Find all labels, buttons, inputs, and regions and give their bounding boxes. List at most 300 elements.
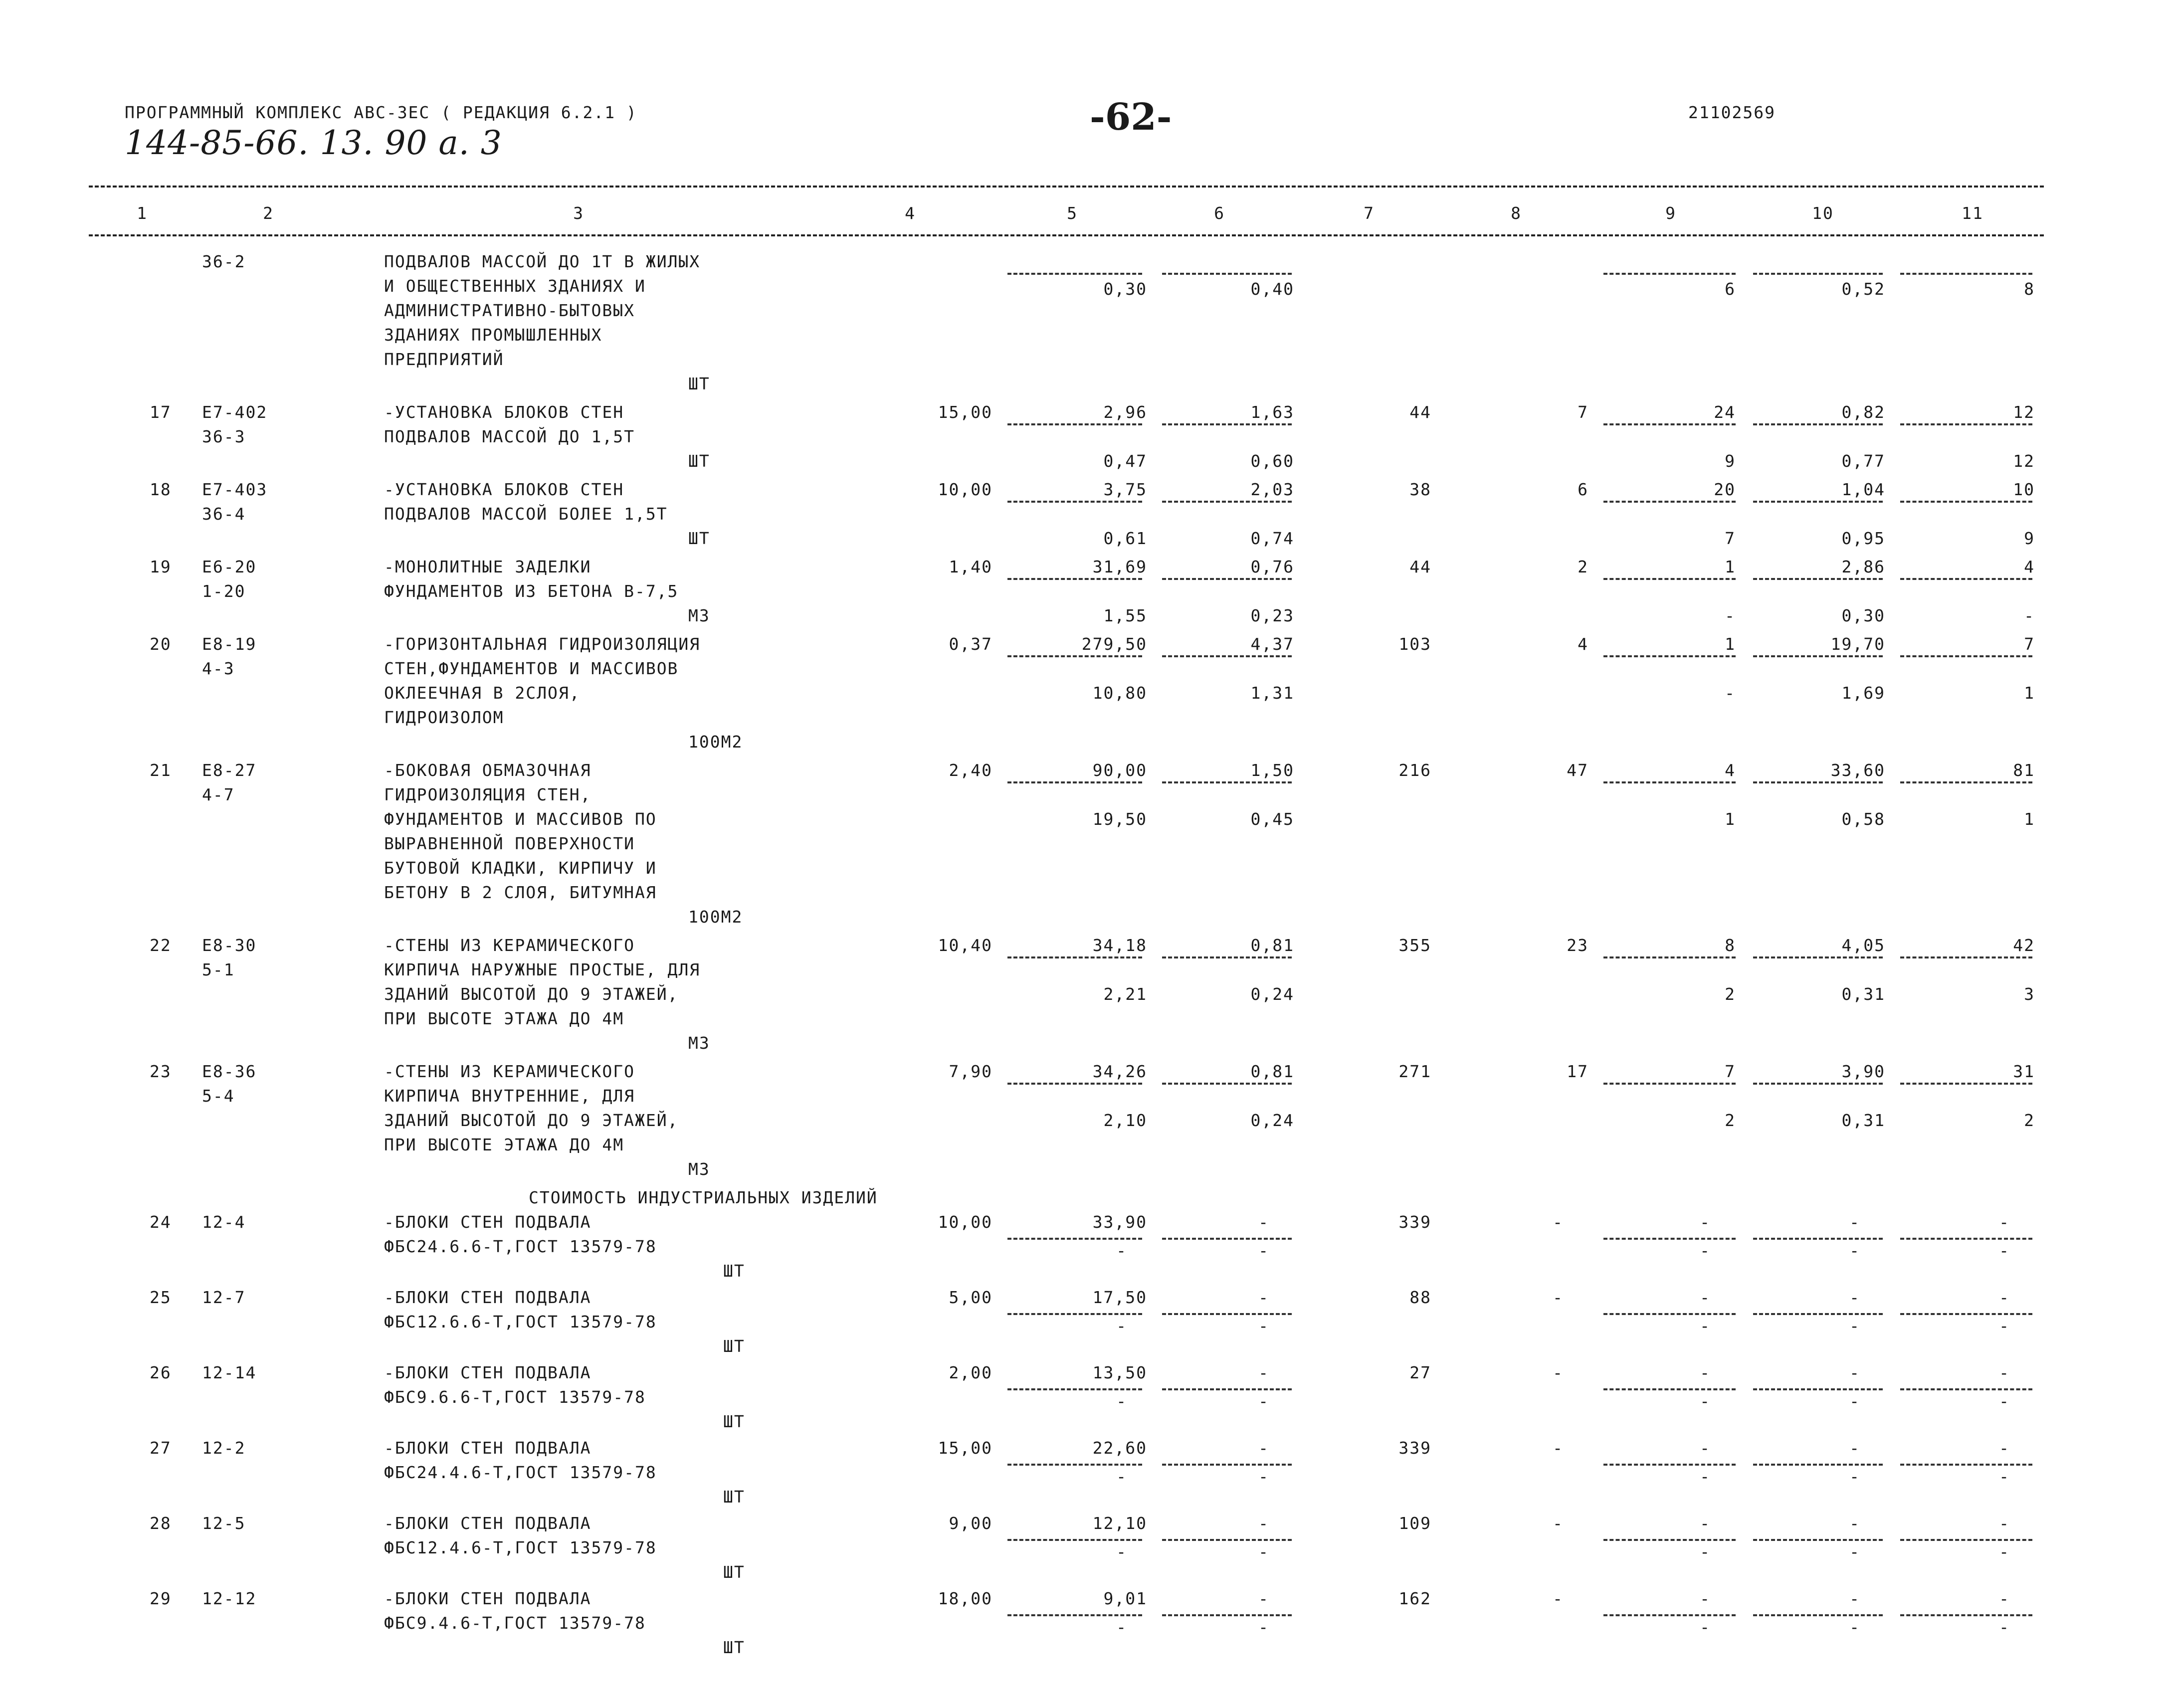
empty-value: - xyxy=(1553,1514,1564,1533)
work-description: -УСТАНОВКА БЛОКОВ СТЕН xyxy=(384,480,624,499)
fraction-divider xyxy=(1603,1614,1736,1616)
empty-value: - xyxy=(1700,1438,1711,1458)
work-description: -БЛОКИ СТЕН ПОДВАЛА xyxy=(384,1212,592,1232)
fraction-divider xyxy=(1753,501,1883,503)
unit-of-measure: ШТ xyxy=(723,1412,745,1431)
column-header-5: 5 xyxy=(1067,203,1078,223)
work-description: -СТЕНЫ ИЗ КЕРАМИЧЕСКОГО xyxy=(384,1062,635,1081)
machine-cost: 24 xyxy=(1714,402,1736,422)
unit-cost-machines: 4,37 xyxy=(1250,634,1294,654)
work-description: ОКЛЕЕЧНАЯ В 2СЛОЯ, xyxy=(384,683,581,703)
machine-wage: - xyxy=(1725,683,1736,703)
machinist-labor-total: 2 xyxy=(2024,1111,2035,1130)
fraction-divider xyxy=(1900,273,2032,275)
machine-wage: 1 xyxy=(1725,809,1736,829)
fraction-divider xyxy=(1007,1464,1142,1466)
total-cost: 271 xyxy=(1398,1062,1431,1081)
row-number: 20 xyxy=(150,634,172,654)
quantity: 15,00 xyxy=(938,402,992,422)
empty-value: - xyxy=(1258,1391,1269,1411)
fraction-divider xyxy=(1162,578,1292,580)
column-header-4: 4 xyxy=(905,203,916,223)
quantity: 2,00 xyxy=(949,1363,992,1382)
empty-value: - xyxy=(1999,1316,2010,1335)
work-description: ПОДВАЛОВ МАССОЙ ДО 1Т В ЖИЛЫХ xyxy=(384,252,701,271)
unit-of-measure: 100М2 xyxy=(688,907,743,927)
column-header-1: 1 xyxy=(137,203,148,223)
labor-unit: 2,86 xyxy=(1841,557,1885,576)
work-description: -МОНОЛИТНЫЕ ЗАДЕЛКИ xyxy=(384,557,592,576)
fraction-divider xyxy=(1753,1539,1883,1541)
empty-value: - xyxy=(1849,1241,1860,1260)
unit-cost-total: 17,50 xyxy=(1092,1288,1147,1307)
empty-value: - xyxy=(1999,1212,2010,1232)
total-cost: 162 xyxy=(1398,1589,1431,1608)
work-description: БУТОВОЙ КЛАДКИ, КИРПИЧУ И xyxy=(384,858,657,878)
fraction-divider xyxy=(1603,273,1736,275)
empty-value: - xyxy=(1999,1288,2010,1307)
fraction-divider xyxy=(1162,781,1292,783)
fraction-divider xyxy=(1900,956,2032,958)
column-header-2: 2 xyxy=(263,203,274,223)
fraction-divider xyxy=(1603,1464,1736,1466)
rate-code: Е7-402 xyxy=(202,402,268,422)
machinist-labor-unit: 0,31 xyxy=(1841,1111,1885,1130)
unit-of-measure: ШТ xyxy=(723,1336,745,1356)
machinist-labor-unit: 0,77 xyxy=(1841,451,1885,471)
unit-wage: 2,10 xyxy=(1103,1111,1147,1130)
empty-value: - xyxy=(1700,1617,1711,1637)
fraction-divider xyxy=(1753,956,1883,958)
fraction-divider xyxy=(1900,1313,2032,1315)
fraction-divider xyxy=(1900,1539,2032,1541)
unit-of-measure: ШТ xyxy=(723,1261,745,1281)
labor-wages: 7 xyxy=(1578,402,1588,422)
empty-value: - xyxy=(1999,1438,2010,1458)
machinist-labor-total: 8 xyxy=(2024,279,2035,299)
machine-cost: 1 xyxy=(1725,557,1736,576)
fraction-divider xyxy=(1753,1083,1883,1085)
fraction-divider xyxy=(1162,1083,1292,1085)
labor-wages: 2 xyxy=(1578,557,1588,576)
fraction-divider xyxy=(1603,1313,1736,1315)
fraction-divider xyxy=(1162,501,1292,503)
work-description: ПОДВАЛОВ МАССОЙ ДО 1,5Т xyxy=(384,427,635,446)
work-description: -БЛОКИ СТЕН ПОДВАЛА xyxy=(384,1514,592,1533)
unit-cost-machines: 0,81 xyxy=(1250,1062,1294,1081)
unit-cost-total: 33,90 xyxy=(1092,1212,1147,1232)
rate-code: 36-3 xyxy=(202,427,246,446)
fraction-divider xyxy=(1603,956,1736,958)
machinist-labor-unit: 0,95 xyxy=(1841,529,1885,548)
machine-wage: 2 xyxy=(1725,1111,1736,1130)
fraction-divider xyxy=(1007,1388,1142,1390)
unit-cost-total: 2,96 xyxy=(1103,402,1147,422)
fraction-divider xyxy=(1900,501,2032,503)
unit-machine-wage: 0,23 xyxy=(1250,606,1294,625)
empty-value: - xyxy=(1116,1241,1127,1260)
machinist-labor-total: 3 xyxy=(2024,984,2035,1004)
fraction-divider xyxy=(1162,956,1292,958)
fraction-divider xyxy=(1162,1388,1292,1390)
fraction-divider xyxy=(1162,1614,1292,1616)
rate-code: Е6-20 xyxy=(202,557,257,576)
header-rule-top xyxy=(89,186,2044,188)
total-cost: 109 xyxy=(1398,1514,1431,1533)
labor-wages: 17 xyxy=(1567,1062,1588,1081)
empty-value: - xyxy=(1700,1363,1711,1382)
rate-code: 4-7 xyxy=(202,785,235,804)
machinist-labor-unit: 1,69 xyxy=(1841,683,1885,703)
row-number: 26 xyxy=(150,1363,172,1382)
unit-of-measure: М3 xyxy=(688,1033,710,1053)
unit-wage: 0,30 xyxy=(1103,279,1147,299)
labor-total: 31 xyxy=(2013,1062,2035,1081)
rate-code: 12-5 xyxy=(202,1514,246,1533)
unit-cost-total: 9,01 xyxy=(1103,1589,1147,1608)
unit-wage: 1,55 xyxy=(1103,606,1147,625)
empty-value: - xyxy=(1700,1288,1711,1307)
unit-of-measure: ШТ xyxy=(723,1638,745,1657)
rate-code: 12-14 xyxy=(202,1363,257,1382)
fraction-divider xyxy=(1007,956,1142,958)
quantity: 10,00 xyxy=(938,480,992,499)
labor-unit: 1,04 xyxy=(1841,480,1885,499)
quantity: 7,90 xyxy=(949,1062,992,1081)
empty-value: - xyxy=(1116,1617,1127,1637)
quantity: 10,00 xyxy=(938,1212,992,1232)
machinist-labor-total: - xyxy=(2024,606,2035,625)
fraction-divider xyxy=(1007,655,1142,657)
row-number: 24 xyxy=(150,1212,172,1232)
work-description: ФУНДАМЕНТОВ И МАССИВОВ ПО xyxy=(384,809,657,829)
labor-unit: 19,70 xyxy=(1830,634,1885,654)
unit-cost-total: 12,10 xyxy=(1092,1514,1147,1533)
empty-value: - xyxy=(1553,1363,1564,1382)
work-description: ЗДАНИЯХ ПРОМЫШЛЕННЫХ xyxy=(384,325,602,345)
unit-of-measure: ШТ xyxy=(688,451,710,471)
empty-value: - xyxy=(1700,1514,1711,1533)
fraction-divider xyxy=(1162,1539,1292,1541)
row-number: 18 xyxy=(150,480,172,499)
empty-value: - xyxy=(1999,1391,2010,1411)
machinist-labor-unit: 0,58 xyxy=(1841,809,1885,829)
header-rule-bottom xyxy=(89,234,2044,236)
row-number: 25 xyxy=(150,1288,172,1307)
row-number: 19 xyxy=(150,557,172,576)
fraction-divider xyxy=(1603,655,1736,657)
empty-value: - xyxy=(1116,1316,1127,1335)
rate-code: 12-2 xyxy=(202,1438,246,1458)
empty-value: - xyxy=(1258,1363,1269,1382)
labor-unit: 4,05 xyxy=(1841,936,1885,955)
empty-value: - xyxy=(1999,1617,2010,1637)
quantity: 9,00 xyxy=(949,1514,992,1533)
empty-value: - xyxy=(1553,1589,1564,1608)
rate-code: 1-20 xyxy=(202,581,246,601)
column-header-8: 8 xyxy=(1511,203,1522,223)
machine-cost: 4 xyxy=(1725,760,1736,780)
unit-of-measure: ШТ xyxy=(723,1487,745,1507)
total-cost: 88 xyxy=(1409,1288,1431,1307)
unit-wage: 0,47 xyxy=(1103,451,1147,471)
empty-value: - xyxy=(1849,1391,1860,1411)
fraction-divider xyxy=(1007,273,1142,275)
empty-value: - xyxy=(1258,1316,1269,1335)
work-description: -БЛОКИ СТЕН ПОДВАЛА xyxy=(384,1589,592,1608)
total-cost: 44 xyxy=(1409,402,1431,422)
unit-cost-machines: 1,63 xyxy=(1250,402,1294,422)
fraction-divider xyxy=(1753,781,1883,783)
total-cost: 339 xyxy=(1398,1438,1431,1458)
empty-value: - xyxy=(1999,1241,2010,1260)
empty-value: - xyxy=(1849,1514,1860,1533)
labor-total: 4 xyxy=(2024,557,2035,576)
work-description: ПРЕДПРИЯТИЙ xyxy=(384,350,504,369)
quantity: 5,00 xyxy=(949,1288,992,1307)
unit-of-measure: 100М2 xyxy=(688,732,743,752)
fraction-divider xyxy=(1007,1614,1142,1616)
machine-wage: 7 xyxy=(1725,529,1736,548)
empty-value: - xyxy=(1258,1589,1269,1608)
empty-value: - xyxy=(1700,1542,1711,1561)
rate-code: Е8-36 xyxy=(202,1062,257,1081)
labor-total: 12 xyxy=(2013,402,2035,422)
machine-wage: - xyxy=(1725,606,1736,625)
machinist-labor-unit: 0,52 xyxy=(1841,279,1885,299)
machinist-labor-total: 12 xyxy=(2013,451,2035,471)
unit-wage: 19,50 xyxy=(1092,809,1147,829)
empty-value: - xyxy=(1999,1514,2010,1533)
work-description: ГИДРОИЗОЛЯЦИЯ СТЕН, xyxy=(384,785,592,804)
unit-of-measure: ШТ xyxy=(723,1562,745,1582)
unit-of-measure: ШТ xyxy=(688,529,710,548)
unit-cost-total: 13,50 xyxy=(1092,1363,1147,1382)
machine-wage: 2 xyxy=(1725,984,1736,1004)
labor-unit: 3,90 xyxy=(1841,1062,1885,1081)
labor-total: 42 xyxy=(2013,936,2035,955)
page-number: -62- xyxy=(1090,96,1172,139)
work-description: ГИДРОИЗОЛОМ xyxy=(384,708,504,727)
unit-cost-total: 31,69 xyxy=(1092,557,1147,576)
work-description: КИРПИЧА НАРУЖНЫЕ ПРОСТЫЕ, ДЛЯ xyxy=(384,960,701,979)
work-description: ФУНДАМЕНТОВ ИЗ БЕТОНА В-7,5 xyxy=(384,581,679,601)
work-description: -ГОРИЗОНТАЛЬНАЯ ГИДРОИЗОЛЯЦИЯ xyxy=(384,634,701,654)
unit-wage: 2,21 xyxy=(1103,984,1147,1004)
empty-value: - xyxy=(1849,1363,1860,1382)
fraction-divider xyxy=(1162,655,1292,657)
quantity: 15,00 xyxy=(938,1438,992,1458)
work-description: ЗДАНИЙ ВЫСОТОЙ ДО 9 ЭТАЖЕЙ, xyxy=(384,984,679,1004)
rate-code: 12-7 xyxy=(202,1288,246,1307)
empty-value: - xyxy=(1258,1467,1269,1486)
fraction-divider xyxy=(1753,1614,1883,1616)
empty-value: - xyxy=(1258,1241,1269,1260)
empty-value: - xyxy=(1258,1617,1269,1637)
fraction-divider xyxy=(1162,1238,1292,1240)
unit-cost-machines: 1,50 xyxy=(1250,760,1294,780)
work-description: -УСТАНОВКА БЛОКОВ СТЕН xyxy=(384,402,624,422)
unit-cost-machines: 0,81 xyxy=(1250,936,1294,955)
empty-value: - xyxy=(1999,1363,2010,1382)
fraction-divider xyxy=(1603,578,1736,580)
empty-value: - xyxy=(1849,1438,1860,1458)
machine-wage: 6 xyxy=(1725,279,1736,299)
fraction-divider xyxy=(1603,501,1736,503)
empty-value: - xyxy=(1553,1288,1564,1307)
row-number: 17 xyxy=(150,402,172,422)
unit-machine-wage: 0,24 xyxy=(1250,1111,1294,1130)
fraction-divider xyxy=(1603,423,1736,425)
empty-value: - xyxy=(1700,1212,1711,1232)
row-number: 27 xyxy=(150,1438,172,1458)
empty-value: - xyxy=(1116,1391,1127,1411)
fraction-divider xyxy=(1900,655,2032,657)
rate-code: 12-4 xyxy=(202,1212,246,1232)
work-description: -БЛОКИ СТЕН ПОДВАЛА xyxy=(384,1288,592,1307)
labor-total: 7 xyxy=(2024,634,2035,654)
empty-value: - xyxy=(1258,1438,1269,1458)
row-number: 21 xyxy=(150,760,172,780)
unit-cost-total: 22,60 xyxy=(1092,1438,1147,1458)
quantity: 1,40 xyxy=(949,557,992,576)
labor-unit: 0,82 xyxy=(1841,402,1885,422)
rate-code: 4-3 xyxy=(202,659,235,678)
fraction-divider xyxy=(1900,1614,2032,1616)
empty-value: - xyxy=(1849,1316,1860,1335)
unit-cost-machines: 2,03 xyxy=(1250,480,1294,499)
unit-cost-total: 279,50 xyxy=(1081,634,1147,654)
work-description: ФБС24.4.6-Т,ГОСТ 13579-78 xyxy=(384,1463,657,1482)
machinist-labor-total: 9 xyxy=(2024,529,2035,548)
fraction-divider xyxy=(1900,423,2032,425)
empty-value: - xyxy=(1999,1589,2010,1608)
fraction-divider xyxy=(1753,1388,1883,1390)
rate-code: 36-4 xyxy=(202,504,246,524)
machine-cost: 1 xyxy=(1725,634,1736,654)
labor-total: 81 xyxy=(2013,760,2035,780)
fraction-divider xyxy=(1900,781,2032,783)
empty-value: - xyxy=(1700,1316,1711,1335)
program-header: ПРОГРАММНЫЙ КОМПЛЕКС АВС-ЗЕС ( РЕДАКЦИЯ 6.2.1 ) xyxy=(125,103,637,122)
work-description: ПРИ ВЫСОТЕ ЭТАЖА ДО 4М xyxy=(384,1009,624,1028)
unit-machine-wage: 0,74 xyxy=(1250,529,1294,548)
empty-value: - xyxy=(1700,1391,1711,1411)
empty-value: - xyxy=(1116,1542,1127,1561)
fraction-divider xyxy=(1900,578,2032,580)
work-description: ФБС9.6.6-Т,ГОСТ 13579-78 xyxy=(384,1387,646,1407)
work-description: ФБС12.4.6-Т,ГОСТ 13579-78 xyxy=(384,1538,657,1557)
machinist-labor-unit: 0,31 xyxy=(1841,984,1885,1004)
unit-cost-machines: 0,76 xyxy=(1250,557,1294,576)
work-description: -СТЕНЫ ИЗ КЕРАМИЧЕСКОГО xyxy=(384,936,635,955)
fraction-divider xyxy=(1900,1238,2032,1240)
column-header-3: 3 xyxy=(573,203,584,223)
empty-value: - xyxy=(1258,1542,1269,1561)
fraction-divider xyxy=(1162,423,1292,425)
total-cost: 216 xyxy=(1398,760,1431,780)
row-number: 28 xyxy=(150,1514,172,1533)
section-title: СТОИМОСТЬ ИНДУСТРИАЛЬНЫХ ИЗДЕЛИЙ xyxy=(529,1188,878,1207)
empty-value: - xyxy=(1999,1467,2010,1486)
total-cost: 38 xyxy=(1409,480,1431,499)
fraction-divider xyxy=(1603,1238,1736,1240)
empty-value: - xyxy=(1700,1241,1711,1260)
empty-value: - xyxy=(1258,1514,1269,1533)
work-description: ФБС9.4.6-Т,ГОСТ 13579-78 xyxy=(384,1613,646,1633)
fraction-divider xyxy=(1603,781,1736,783)
column-header-11: 11 xyxy=(1962,203,1983,223)
row-number: 22 xyxy=(150,936,172,955)
unit-machine-wage: 0,45 xyxy=(1250,809,1294,829)
fraction-divider xyxy=(1753,1313,1883,1315)
work-description: -БЛОКИ СТЕН ПОДВАЛА xyxy=(384,1438,592,1458)
total-cost: 339 xyxy=(1398,1212,1431,1232)
machinist-labor-total: 1 xyxy=(2024,809,2035,829)
unit-cost-total: 34,26 xyxy=(1092,1062,1147,1081)
empty-value: - xyxy=(1258,1288,1269,1307)
quantity: 0,37 xyxy=(949,634,992,654)
empty-value: - xyxy=(1849,1617,1860,1637)
fraction-divider xyxy=(1603,1388,1736,1390)
row-number: 29 xyxy=(150,1589,172,1608)
fraction-divider xyxy=(1162,1313,1292,1315)
empty-value: - xyxy=(1849,1542,1860,1561)
work-description: КИРПИЧА ВНУТРЕННИЕ, ДЛЯ xyxy=(384,1086,635,1106)
handwritten-reference: 144-85-66. 13. 90 a. 3 xyxy=(125,124,502,162)
machinist-labor-unit: 0,30 xyxy=(1841,606,1885,625)
fraction-divider xyxy=(1007,501,1142,503)
fraction-divider xyxy=(1007,781,1142,783)
column-header-10: 10 xyxy=(1812,203,1834,223)
fraction-divider xyxy=(1007,1238,1142,1240)
work-description: И ОБЩЕСТВЕННЫХ ЗДАНИЯХ И xyxy=(384,276,646,296)
labor-wages: 6 xyxy=(1578,480,1588,499)
column-header-6: 6 xyxy=(1214,203,1225,223)
unit-of-measure: М3 xyxy=(688,606,710,625)
total-cost: 44 xyxy=(1409,557,1431,576)
work-description: ЗДАНИЙ ВЫСОТОЙ ДО 9 ЭТАЖЕЙ, xyxy=(384,1111,679,1130)
unit-cost-total: 3,75 xyxy=(1103,480,1147,499)
labor-unit: 33,60 xyxy=(1830,760,1885,780)
unit-machine-wage: 0,40 xyxy=(1250,279,1294,299)
empty-value: - xyxy=(1553,1438,1564,1458)
rate-code: Е8-19 xyxy=(202,634,257,654)
unit-cost-total: 90,00 xyxy=(1092,760,1147,780)
work-description: ФБС12.6.6-Т,ГОСТ 13579-78 xyxy=(384,1312,657,1331)
work-description: АДМИНИСТРАТИВНО-БЫТОВЫХ xyxy=(384,301,635,320)
labor-wages: 23 xyxy=(1567,936,1588,955)
fraction-divider xyxy=(1007,1083,1142,1085)
unit-machine-wage: 0,60 xyxy=(1250,451,1294,471)
work-description: БЕТОНУ В 2 СЛОЯ, БИТУМНАЯ xyxy=(384,883,657,902)
fraction-divider xyxy=(1007,1539,1142,1541)
empty-value: - xyxy=(1700,1467,1711,1486)
rate-code: Е8-30 xyxy=(202,936,257,955)
rate-code: 12-12 xyxy=(202,1589,257,1608)
fraction-divider xyxy=(1007,1313,1142,1315)
empty-value: - xyxy=(1553,1212,1564,1232)
labor-total: 10 xyxy=(2013,480,2035,499)
machine-cost: 7 xyxy=(1725,1062,1736,1081)
empty-value: - xyxy=(1999,1542,2010,1561)
empty-value: - xyxy=(1849,1212,1860,1232)
row-number: 23 xyxy=(150,1062,172,1081)
rate-code: Е7-403 xyxy=(202,480,268,499)
fraction-divider xyxy=(1753,655,1883,657)
work-description: ПОДВАЛОВ МАССОЙ БОЛЕЕ 1,5Т xyxy=(384,504,668,524)
total-cost: 355 xyxy=(1398,936,1431,955)
